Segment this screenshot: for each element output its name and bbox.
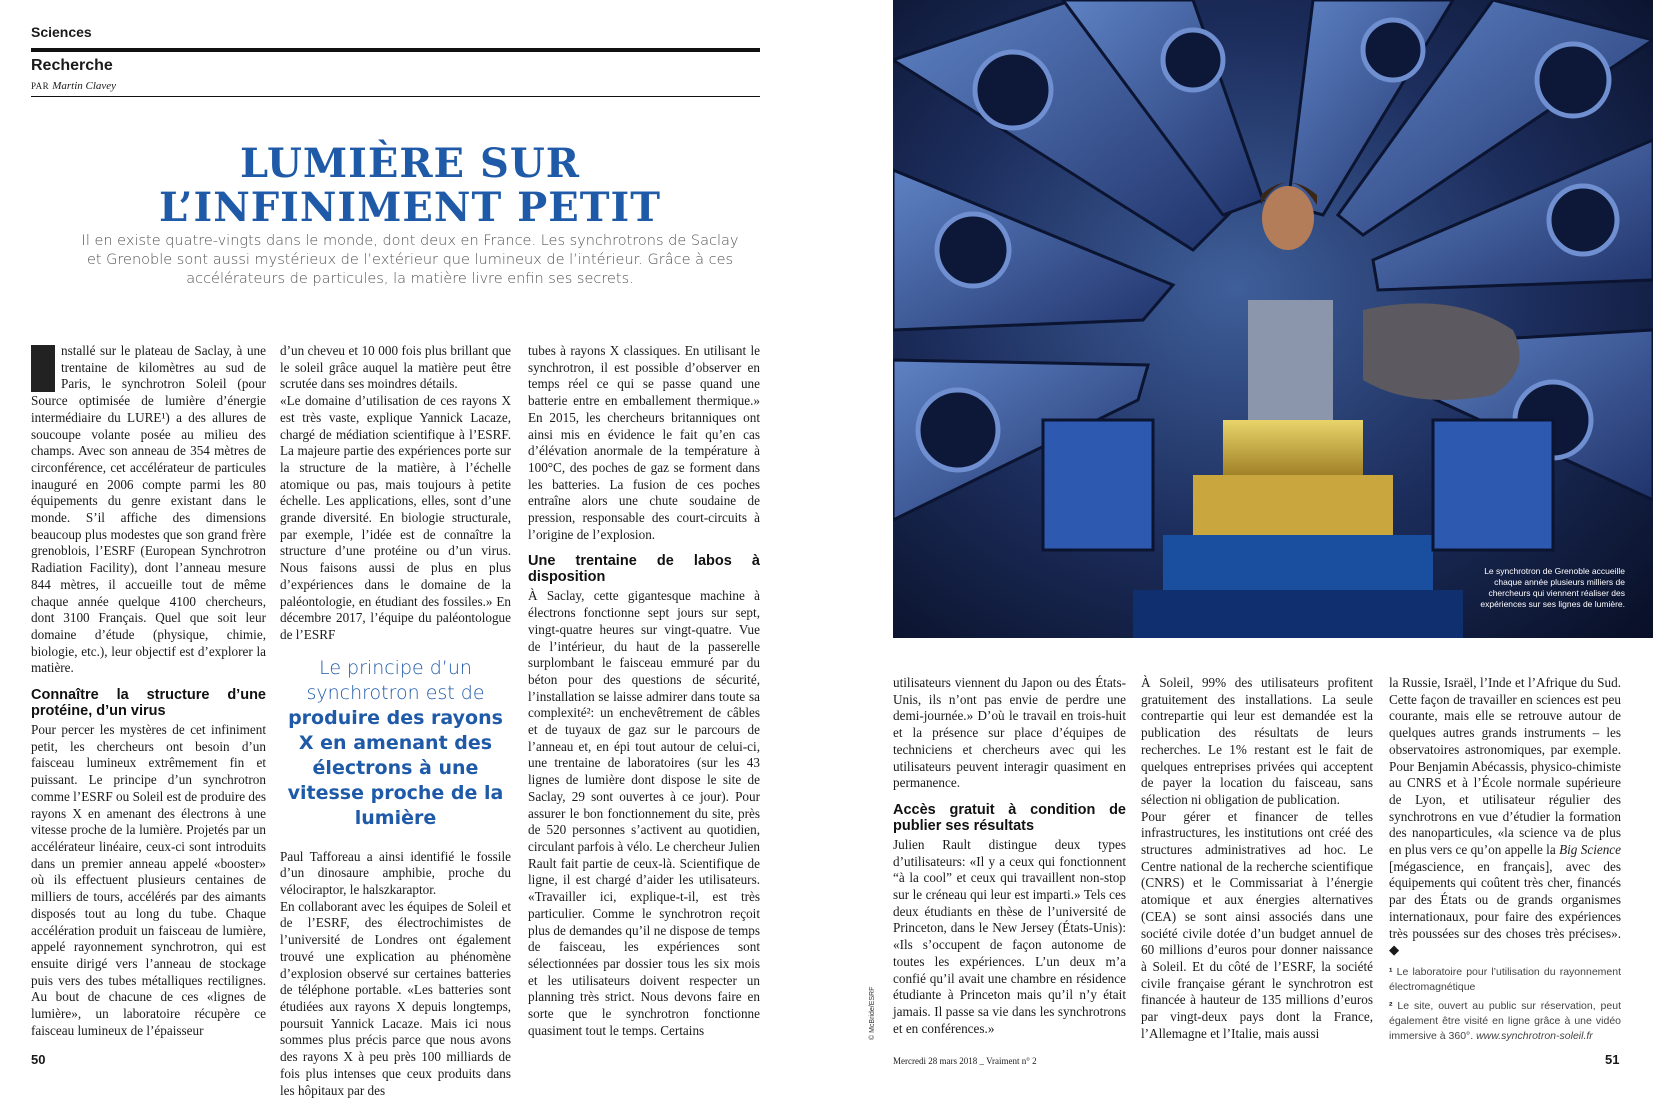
body-paragraph: la Russie, Israël, l’Inde et l’Afrique du Sud. Cette façon de travailler en sciences est peu courante, mais elle se retrouve autour de quelques autres grands instruments – les observatoires astronomiques, par exemple. Pour Benjamin Abécassis, physico-chimiste au CNRS et à l’École normale supérieure de Lyon, et utilisateur régulier des synchrotrons en vue d’étudier la formation des nanoparticules, «la science va de plus en plus vers ce qu’on appelle la Big Science [mégascience, en français], avec des équipements qui coûtent très cher, financés par des États ou de grands organismes internationaux, pour faire des expériences très poussées sur des choses très précises». ◆ (1389, 675, 1622, 958)
folio: Mercredi 28 mars 2018 _ Vraiment n° 2 (893, 1056, 1037, 1066)
footnote-2: ² Le site, ouvert au public sur réservation, peut également être visité en ligne grâce à une vidéo immersive à 360°. www.synchrotron-soleil.fr (1389, 999, 1621, 1042)
pull-quote (280, 656, 511, 831)
photo-caption: Le synchrotron de Grenoble accueille chaque année plusieurs milliers de chercheurs qui viennent réaliser des expériences sur ses lignes de lumière. (1480, 566, 1625, 609)
footnote-link[interactable]: www.synchrotron-soleil.fr (1476, 1029, 1593, 1042)
photo-credit: © McBride/ESRF (869, 986, 876, 1040)
subheading: Une trentaine de labos à disposition (528, 553, 760, 586)
byline-prefix: PAR (31, 81, 50, 91)
byline (31, 80, 116, 92)
body-paragraph: «Le domaine d’utilisation de ces rayons X est très vaste, explique Yannick Lacaze, chargé de médiation scientifique à l’ESRF. La majeure partie des expériences porte sur la structure de la matière, à l’échelle atomique ou pas, mais toujours à petite échelle. Les applications, elles, sont d’une grande diversité. En biologie structurale, par exemple, l’idée est de connaître la structure d’une protéine ou d’un virus. Nous faisons aussi de plus en plus d’expériences dans le domaine de la paléontologie, en étudiant des fossiles.» En décembre 2017, l’équipe du paléontologue de l’ESRF (280, 393, 511, 642)
column-3 (528, 343, 760, 1039)
body-paragraph: Pour gérer et financer de telles infrastructures, les institutions ont créé des structures administratives ad hoc. Le Centre national de la recherche scientifique (CNRS) et le Commissariat à l’énergie atomique et aux énergies alternatives (CEA) se sont ainsi associés dans une société civile dotée d’un budget annuel de 60 millions d’euros pour donner naissance à Soleil. Et du côté de l’ESRF, la société civile française gérant le synchrotron est financée à hauteur de 135 millions d’euros par vingt-deux pays dont la France, l’Allemagne et l’Italie, mais aussi (1141, 808, 1373, 1041)
pull-quote-light: Le principe d’un synchrotron est de (306, 656, 485, 704)
footnote-1: ¹ Le laboratoire pour l’utilisation du rayonnement électromagnétique (1389, 965, 1621, 993)
headline-line-2: L’INFINIMENT PETIT (159, 184, 661, 231)
column-6 (1389, 675, 1621, 1044)
synchrotron-photo (893, 0, 1653, 638)
rubric-label: Sciences (31, 24, 92, 40)
body-paragraph: En collaborant avec les équipes de Soleil et de l’ESRF, des électrochimistes de l’université de Londres ont également trouvé une explication au phénomène d’explosion observé sur certaines batteries de téléphone portable. «Les batteries sont étudiées aux rayons X depuis longtemps, poursuit Yannick Lacaze. Mais ici nous sommes plus précis parce que nous avons des rayons X à peu près 100 milliards de fois plus intenses que ceux produits dans les hôpitaux par des (280, 898, 511, 1098)
pull-quote-bold: produire des rayons X en amenant des électrons à une vitesse proche de la lumière (287, 706, 504, 829)
headline (100, 142, 720, 230)
page-number-left: 50 (31, 1052, 46, 1067)
column-2 (280, 343, 511, 1099)
header-rule (31, 96, 760, 97)
body-paragraph: tubes à rayons X classiques. En utilisant le synchrotron, il est possible d’observer en temps réel ce qui se passe quand une batterie entre en emballement thermique.» En 2015, les chercheurs britanniques ont ainsi mis en évidence le fait qu’en cas d’élévation anormale de la température à 100°C, des poches de gaz se forment dans les batteries. La fusion de ces poches entraîne alors une chute soudaine de pression, responsable des court-circuits à l’origine de l’explosion. (528, 343, 760, 542)
body-paragraph: À Saclay, cette gigantesque machine à électrons fonctionne sept jours sur sept, vingt-quatre heures sur vingt-quatre. Vue de l’intérieur, du haut de la passerelle surplombant le faisceau emmuré par du béton pour des questions de sécurité, l’installation se laisse admirer dans toute sa complexité²: un enchevêtrement de câbles et de tuyaux de gaz sur le parcours de l’anneau et, en épi tout autour de celui-ci, une trentaine de laboratoires (sur les 43 lignes de lumière dont dispose le site de Saclay, 29 sont ouvertes à ce jour). Pour assurer le bon fonctionnement du site, près de 520 personnes s’activent au quotidien, circulant parfois à vélo. Le chercheur Julien Rault fait partie de ceux-là. Scientifique de ligne, il est chargé d’aider les utilisateurs. «Travailler ici, explique-t-il, est très particulier. Comme le synchrotron reçoit plus de demandes qu’il ne dispose de temps de faisceau, les expériences sont sélectionnées par dossier tous les six mois et les utilisateurs doivent respecter un planning très strict. Nous devons faire en sorte que le synchrotron fonctionne quasiment tout le temps. Certains (528, 588, 760, 1038)
dropcap (31, 345, 55, 392)
body-paragraph: utilisateurs viennent du Japon ou des États-Unis, ils n’ont pas envie de perdre une demi-journée.» D’où le travail en trois-huit et la présence sur place d’équipes de techniciens et chercheurs avec qui les utilisateurs peuvent interagir quasiment en permanence. (893, 675, 1126, 791)
author-name: Martin Clavey (52, 80, 117, 92)
italic-term: Big Science (1559, 842, 1622, 858)
subheading: Connaître la structure d’une protéine, d’un virus (31, 687, 266, 720)
body-paragraph: nstallé sur le plateau de Saclay, à une trentaine de kilomètres au sud de Paris, le synchrotron Soleil (pour Source optimisée de lumière d’énergie intermédiaire du LURE¹) a des allures de soucoupe volante posée au milieu des champs. Avec son anneau de 354 mètres de circonférence, cet accélérateur de particules inauguré en 2006 compte parmi les 80 équipements du genre existant dans le monde. S’il affiche des dimensions beaucoup plus modestes que son grand frère grenoblois, l’ESRF (European Synchrotron Radiation Facility), dont l’anneau mesure 844 mètres, il accueille tout de même chaque année quelque 4100 chercheurs, dont 3100 Français. Quel que soit leur domaine d’étude (physique, chimie, biologie, etc.), leur objectif est d’explorer la matière. (31, 343, 266, 676)
column-5 (1141, 675, 1373, 1042)
subheading: Accès gratuit à condition de publier ses résultats (893, 801, 1126, 834)
photo-illustration (893, 0, 1653, 638)
body-paragraph: Paul Tafforeau a ainsi identifié le fossile d’un dinosaure amphibie, proche du vélociraptor, le halszkaraptor. (280, 848, 511, 898)
column-1 (31, 343, 266, 1039)
standfirst: Il en existe quatre-vingts dans le monde, dont deux en France. Les synchrotrons de Saclay et Grenoble sont aussi mystérieux de l’extérieur que lumineux de l’intérieur. Grâce à ces accélérateurs de particules, la matière livre enfin ses secrets. (81, 233, 739, 287)
page-number-right: 51 (1605, 1052, 1620, 1067)
body-paragraph: À Soleil, 99% des utilisateurs profitent gratuitement des installations. La seule contrepartie qui leur est demandée est la publication des résultats de leurs recherches. Le 1% restant est le fait de quelques entreprises privées qui acceptent de payer la location du faisceau, sans sélection ni obligation de publication. (1141, 675, 1373, 807)
column-4 (893, 675, 1126, 1037)
body-paragraph: Julien Rault distingue deux types d’utilisateurs: «Il y a ceux qui fonctionnent “à la cool” et ceux qui travaillent non-stop sur le créneau qui leur est imparti.» Tels ces deux étudiants en thèse de l’université de Princeton, dans le New Jersey (États-Unis): «Ils s’occupent de façon autonome de toutes les expériences. L’un deux m’a confié qu’il avait une chambre en résidence étudiante à Princeton mais qu’il n’y était jamais. Il passe sa vie dans les synchrotrons et en conférences.» (893, 836, 1126, 1036)
headline-line-1: LUMIÈRE SUR (240, 140, 580, 187)
body-paragraph: Pour percer les mystères de cet infiniment petit, les chercheurs ont besoin d’un faisceau lumineux extrêmement fin et puissant. Le principe d’un synchrotron comme l’ESRF ou Soleil est de produire des rayons X en amenant des électrons à une vitesse proche de la lumière. Projetés par un accélérateur linéaire, ceux-ci sont introduits dans un premier anneau appelé «booster» où ils effectuent plusieurs centaines de milliers de tours, accélérés par des aimants disposés tout au long du tube. Chaque accélération produit un faisceau de lumière, appelé rayonnement synchrotron, qui est ensuite dirigé vers l’anneau de stockage puis vers des tubes métalliques rectilignes. Au bout de chacune de ces «lignes de lumière», un laboratoire récupère ce faisceau lumineux de l’épaisseur (31, 722, 266, 1038)
body-paragraph: d’un cheveu et 10 000 fois plus brillant que le soleil grâce auquel la matière peut être scrutée dans ses moindres détails. (280, 343, 511, 392)
top-rule (31, 48, 760, 52)
section-title: Recherche (31, 57, 113, 74)
